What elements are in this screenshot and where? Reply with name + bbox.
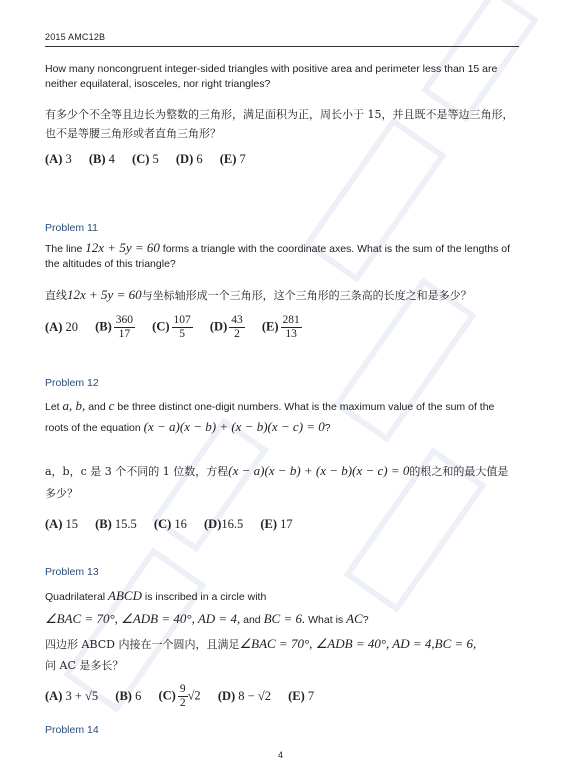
problem-12-heading-block (45, 377, 519, 389)
problem-12-translation: a，b，c 是 3 个不同的 1 位数，方程(x − a)(x − b) + (x − b)(x − c) = 0的根之和的最大值是多少？ (45, 463, 509, 500)
choice-b[interactable]: (B) 4 (88, 151, 115, 166)
choice-d[interactable]: (D) 8 − √2 (217, 689, 271, 703)
problem-13-cn-angles: ∠BAC = 70°, ∠ADB = 40°, AD = 4, (239, 636, 435, 651)
problem-11-en-part-2: forms a triangle with the coordinate axes. What is the sum of the lengths of the altitudes of this triangle? (45, 243, 511, 270)
choice-d[interactable]: (D) $\frac{43}{2}$ (209, 314, 243, 340)
choice-a[interactable]: (A) 3 + √5 (45, 689, 99, 703)
problem-14-heading: Problem 14 (45, 724, 99, 736)
problem-13-quad: ABCD (108, 588, 142, 603)
choice-b[interactable]: (B) $\frac{360}{17}$ (95, 314, 134, 340)
problem-11-cn-part-2: 与坐标轴形成一个三角形，这个三角形的三条高的长度之和是多少？ (141, 289, 472, 302)
choice-c[interactable]: (C) 16 (153, 516, 187, 531)
problem-12-equation: (x − a)(x − b) + (x − b)(x − c) = 0 (143, 419, 325, 434)
choice-c[interactable]: (C) 5 (132, 151, 159, 166)
choice-d[interactable]: (D) 6 (175, 151, 203, 166)
problem-12-heading: Problem 12 (45, 377, 99, 389)
choice-e[interactable]: (E) 7 (288, 689, 315, 703)
choice-b[interactable]: (B) 6 (115, 689, 142, 703)
problem-10-text-en: How many noncongruent integer-sided triangles with positive area and perimeter less than 15 are neither equilateral, isosceles, nor right triangles? (45, 63, 498, 90)
choice-e[interactable]: (E) $\frac{281}{13}$ (261, 314, 300, 340)
problem-13-translation: 四边形 ABCD 内接在一个圆内，且满足∠BAC = 70°, ∠ADB = 40°, AD = 4,BC = 6, 问 AC 是多长？ (45, 636, 477, 672)
choice-c[interactable]: (C) $\frac{9}{2}$ √2 (158, 683, 201, 709)
problem-11-en-part-1: The line (45, 243, 83, 255)
choice-c[interactable]: (C) $\frac{107}{5}$ (152, 314, 191, 340)
choice-e[interactable]: (E) 7 (219, 151, 246, 166)
problem-11-choices (45, 314, 519, 341)
problem-11-cn-part-1: 直线 (45, 289, 67, 302)
problem-11-line-equation: 12x + 5y = 60 (85, 240, 160, 255)
problem-12-cn-equation: (x − a)(x − b) + (x − b)(x − c) = 0 (228, 463, 410, 478)
problem-12-choices (45, 516, 519, 532)
choice-a[interactable]: (A) 20 (45, 320, 78, 334)
choice-e[interactable]: (E) 17 (260, 516, 293, 531)
problem-12-vars: a, b, (62, 398, 86, 413)
problem-11-statement (45, 240, 519, 272)
problem-10-translation (45, 105, 519, 143)
problem-14-heading-block (45, 724, 519, 736)
choice-a[interactable]: (A) 15 (45, 516, 78, 531)
problem-13-statement: Quadrilateral ABCD is inscribed in a circle with ∠BAC = 70°, ∠ADB = 40°, AD = 4, and BC = 6. What is AC? (45, 588, 369, 626)
page-header (45, 32, 519, 47)
problem-11-cn-equation: 12x + 5y = 60 (67, 287, 142, 302)
page-number: 4 (278, 750, 284, 760)
header-title: 2015 AMC12B (45, 32, 106, 42)
choice-b[interactable]: (B) 15.5 (95, 516, 137, 531)
problem-10-text-cn: 有多少个不全等且边长为整数的三角形，满足面积为正，周长小于 15，并且既不是等边三角形，也不是等腰三角形或者直角三角形？ (45, 108, 514, 140)
problem-13-choices (45, 683, 519, 710)
choice-a[interactable]: (A) 3 (45, 151, 72, 166)
problem-13-heading-block (45, 566, 519, 578)
problem-13-angles: ∠BAC = 70°, ∠ADB = 40°, AD = 4, (45, 611, 241, 626)
problem-10-statement (45, 62, 519, 92)
problem-10-choices (45, 151, 519, 167)
problem-12-statement: Let a, b, and c be three distinct one-digit numbers. What is the maximum value of the sum of the roots of the equation (x − a)(x − b) + (x − b)(x − c) = 0? (45, 398, 495, 434)
problem-11-heading: Problem 11 (45, 222, 98, 234)
choice-d[interactable]: (D)16.5 (204, 516, 244, 531)
problem-11-heading-block (45, 222, 519, 234)
problem-13-heading: Problem 13 (45, 566, 99, 578)
problem-11-translation (45, 285, 519, 305)
